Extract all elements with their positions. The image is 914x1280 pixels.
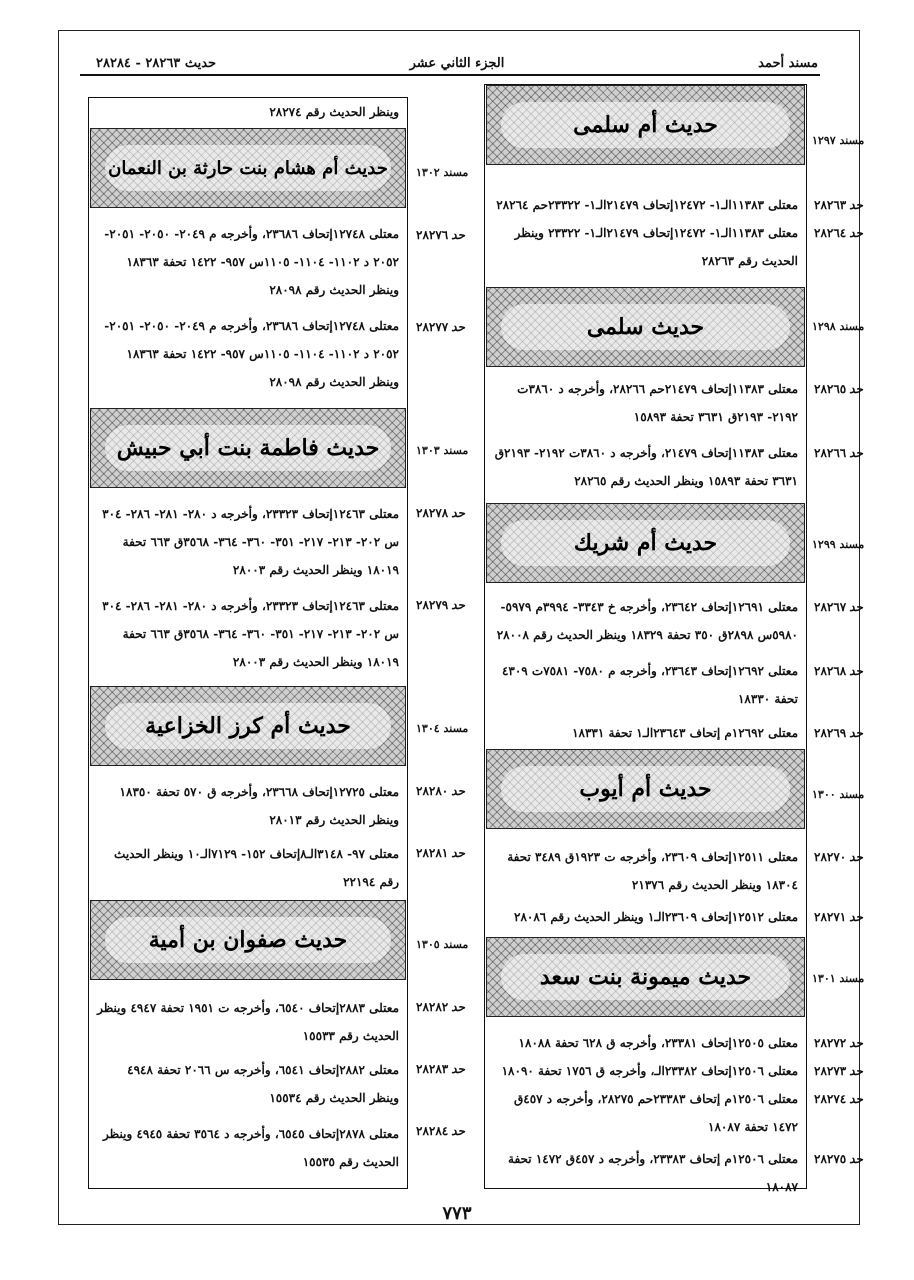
musnad-banner	[90, 408, 406, 488]
right-column	[484, 84, 807, 1194]
musnad-banner	[486, 287, 805, 367]
hadith-text: معتلى ١١٣٨٣إتحاف ٢١٤٧٩حم ٢٨٢٦٦، وأخرجه د ٣٨٦٠ت ٢١٩٢- ٢١٩٣ق ٣٦٣١ تحفة ١٥٨٩٣	[517, 382, 798, 424]
musnad-title: حديث فاطمة بنت أبي حبيش	[116, 435, 380, 461]
musnad-label: مسند ١٣٠٢	[416, 166, 469, 179]
musnad-banner	[486, 503, 805, 583]
hadith-number: حد٢٨٢٨٢	[416, 1000, 465, 1014]
hadith-text: معتلى ١٢٥٠٦إتحاف ٢٣٣٨٢الـ، وأخرجه ق ١٧٥٦ تحفة ١٨٠٩٠	[501, 1064, 798, 1078]
hadith-text: معتلى ٢٨٨٢إتحاف ٦٥٤١، وأخرجه س ٢٠٦٦ تحفة ٤٩٤٨ وينظر الحديث رقم ١٥٥٣٤	[127, 1063, 399, 1105]
hadith-text: معتلى ١٢٦٩٢إتحاف ٢٣٦٤٣، وأخرجه م ٧٥٨٠- ٧٥٨١ت ٤٣٠٩ تحفة ١٨٣٣٠	[501, 664, 798, 706]
hadith-number: حد٢٨٢٨٠	[416, 784, 465, 798]
hadith-text: معتلى ١٢٥٠٥إتحاف ٢٣٣٨١، وأخرجه ق ٦٢٨ تحفة ١٨٠٨٨	[518, 1036, 798, 1050]
hadith-text: معتلى ١٢٤٦٣إتحاف ٢٣٣٢٣، وأخرجه د ٢٨٠- ٢٨١- ٢٨٦- ٣٠٤ س ٢٠٢- ٢١٣- ٢١٧- ٣٥١- ٣٦٠- ٣٦٤- ٣٥٦٨ق ٦٦٣ تحفة ١٨٠١٩ وينظر الحديث رقم ٢٨٠٠٣	[102, 507, 399, 577]
hadith-number: حد٢٨٢٦٨	[814, 664, 863, 678]
hadith-text: معتلى ١٢٦٩٢م إتحاف ٢٣٦٤٣الـ١ تحفة ١٨٣٣١	[572, 726, 798, 740]
hadith-text: معتلى ١٢٤٦٣إتحاف ٢٣٣٢٣، وأخرجه د ٢٨٠- ٢٨١- ٢٨٦- ٣٠٤ س ٢٠٢- ٢١٣- ٢١٧- ٣٥١- ٣٦٠- ٣٦٤- ٣٥٦٨ق ٦٦٣ تحفة ١٨٠١٩ وينظر الحديث رقم ٢٨٠٠٣	[102, 599, 399, 669]
hadith-number: حد٢٨٢٦٧	[814, 600, 863, 614]
hadith-number: حد٢٨٢٧٨	[416, 506, 465, 520]
left-column	[88, 97, 408, 1189]
hadith-number: حد٢٨٢٧٥	[814, 1152, 863, 1166]
header-book-title: مسند أحمد	[758, 56, 818, 71]
musnad-banner	[90, 900, 406, 980]
hadith-number: حد٢٨٢٦٣	[814, 198, 863, 212]
hadith-text: معتلى ١٢٥٠٦م إتحاف ٢٣٣٨٣حم ٢٨٢٧٥، وأخرجه د ٤٥٧ق ١٤٧٢ تحفة ١٨٠٨٧	[513, 1092, 798, 1134]
hadith-text: معتلى ١١٣٨٣الـ١- ١٢٤٧٢إتحاف ٢١٤٧٩الـ١- ٢٣٣٢٢حم ٢٨٢٦٤	[496, 198, 798, 212]
musnad-banner	[486, 85, 805, 165]
hadith-number: حد٢٨٢٧٣	[814, 1064, 863, 1078]
musnad-label: مسند ١٣٠١	[812, 972, 865, 985]
hadith-text: معتلى ١١٣٨٣إتحاف ٢١٤٧٩، وأخرجه د ٣٨٦٠ت ٢١٩٢- ٢١٩٣ق ٣٦٣١ تحفة ١٥٨٩٣ وينظر الحديث رقم ٢٨٢٦٥	[494, 446, 798, 488]
hadith-text: معتلى ١٢٥١١إتحاف ٢٣٦٠٩، وأخرجه ت ١٩٢٣ق ٣٤٨٩ تحفة ١٨٣٠٤ وينظر الحديث رقم ٢١٣٧٦	[507, 850, 798, 892]
musnad-label: مسند ١٢٩٨	[812, 320, 865, 333]
hadith-text: معتلى ١٢٥١٢إتحاف ٢٣٦٠٩الـ١ وينظر الحديث رقم ٢٨٠٨٦	[514, 910, 798, 924]
musnad-title: حديث أم هشام بنت حارثة بن النعمان	[108, 157, 388, 179]
hadith-number: حد٢٨٢٦٤	[814, 226, 863, 240]
hadith-text: معتلى ١٢٧٢٥إتحاف ٢٣٦٦٨، وأخرجه ق ٥٧٠ تحفة ١٨٣٥٠ وينظر الحديث رقم ٢٨٠١٣	[119, 785, 399, 827]
musnad-banner	[486, 749, 805, 829]
hadith-number: حد٢٨٢٦٥	[814, 382, 863, 396]
hadith-number: حد٢٨٢٨٣	[416, 1062, 465, 1076]
musnad-title: حديث أم كرز الخزاعية	[145, 713, 351, 739]
musnad-label: مسند ١٢٩٩	[812, 538, 865, 551]
musnad-title: حديث صفوان بن أمية	[148, 927, 348, 953]
hadith-number: حد٢٨٢٧٠	[814, 850, 863, 864]
hadith-number: حد٢٨٢٧٧	[416, 320, 465, 334]
header-rule	[80, 74, 820, 76]
musnad-label: مسند ١٣٠٥	[416, 938, 469, 951]
musnad-label: مسند ١٣٠٠	[812, 788, 865, 801]
musnad-title: حديث ميمونة بنت سعد	[539, 964, 752, 990]
header-volume: الجزء الثاني عشر	[409, 56, 505, 71]
hadith-text: معتلى ٢٨٧٨إتحاف ٦٥٤٥، وأخرجه د ٣٥٦٤ تحفة ٤٩٤٥ وينظر الحديث رقم ١٥٥٣٥	[103, 1127, 399, 1169]
header-hadith-range: حديث ٢٨٢٦٣ - ٢٨٢٨٤	[96, 56, 217, 71]
hadith-number: حد٢٨٢٨٤	[416, 1124, 465, 1138]
hadith-number: حد٢٨٢٧٢	[814, 1036, 863, 1050]
hadith-text: معتلى ١٢٧٤٨إتحاف ٢٣٦٨٦، وأخرجه م ٢٠٤٩- ٢٠٥٠- ٢٠٥١- ٢٠٥٢ د ١١٠٢- ١١٠٤- ١١٠٥س ٩٥٧- ١٤٢٢ تحفة ١٨٣٦٣ وينظر الحديث رقم ٢٨٠٩٨	[104, 227, 399, 297]
musnad-title: حديث أم شريك	[573, 530, 718, 556]
musnad-banner	[90, 128, 406, 208]
hadith-text: معتلى ١٢٧٤٨إتحاف ٢٣٦٨٦، وأخرجه م ٢٠٤٩- ٢٠٥٠- ٢٠٥١- ٢٠٥٢ د ١١٠٢- ١١٠٤- ١١٠٥س ٩٥٧- ١٤٢٢ تحفة ١٨٣٦٣ وينظر الحديث رقم ٢٨٠٩٨	[104, 319, 399, 389]
hadith-text: معتلى ١٢٥٠٦م إتحاف ٢٣٣٨٣، وأخرجه د ٤٥٧ق ١٤٧٢ تحفة ١٨٠٨٧	[508, 1152, 798, 1194]
hadith-text: معتلى ٢٨٨٣إتحاف ٦٥٤٠، وأخرجه ت ١٩٥١ تحفة ٤٩٤٧ وينظر الحديث رقم ١٥٥٣٣	[97, 1001, 399, 1043]
top-note: وينظر الحديث رقم ٢٨٢٧٤	[269, 105, 399, 119]
hadith-number: حد٢٨٢٧٦	[416, 228, 465, 242]
hadith-number: حد٢٨٢٧٤	[814, 1092, 863, 1106]
hadith-number: حد٢٨٢٧٩	[416, 598, 465, 612]
musnad-label: مسند ١٣٠٣	[416, 444, 469, 457]
page-number: ٧٧٣	[442, 1203, 472, 1224]
hadith-number: حد٢٨٢٦٩	[814, 726, 863, 740]
musnad-label: مسند ١٣٠٤	[416, 722, 469, 735]
musnad-banner	[90, 686, 406, 766]
musnad-title: حديث أم أيوب	[579, 776, 712, 802]
musnad-title: حديث أم سلمى	[573, 112, 718, 138]
hadith-number: حد٢٨٢٧١	[814, 910, 863, 924]
hadith-number: حد٢٨٢٦٦	[814, 446, 863, 460]
hadith-text: معتلى ٩٧- ٣١٤٨الـ٨إتحاف ١٥٢- ٧١٢٩الـ١٠ وينظر الحديث رقم ٢٢١٩٤	[114, 847, 399, 889]
musnad-banner	[486, 937, 805, 1017]
hadith-number: حد٢٨٢٨١	[416, 846, 465, 860]
musnad-label: مسند ١٢٩٧	[812, 134, 865, 147]
hadith-text: معتلى ١١٣٨٣الـ١- ١٢٤٧٢إتحاف ٢١٤٧٩الـ١- ٢٣٣٢٢ وينظر الحديث رقم ٢٨٢٦٣	[514, 226, 798, 268]
hadith-text: معتلى ١٢٦٩١إتحاف ٢٣٦٤٢، وأخرجه خ ٣٣٤٣- ٣٩٩٤م ٥٩٧٩- ٥٩٨٠س ٢٨٩٨ق ٣٥٠ تحفة ١٨٣٢٩ وينظر الحديث رقم ٢٨٠٠٨	[496, 600, 798, 642]
musnad-title: حديث سلمى	[586, 314, 705, 340]
